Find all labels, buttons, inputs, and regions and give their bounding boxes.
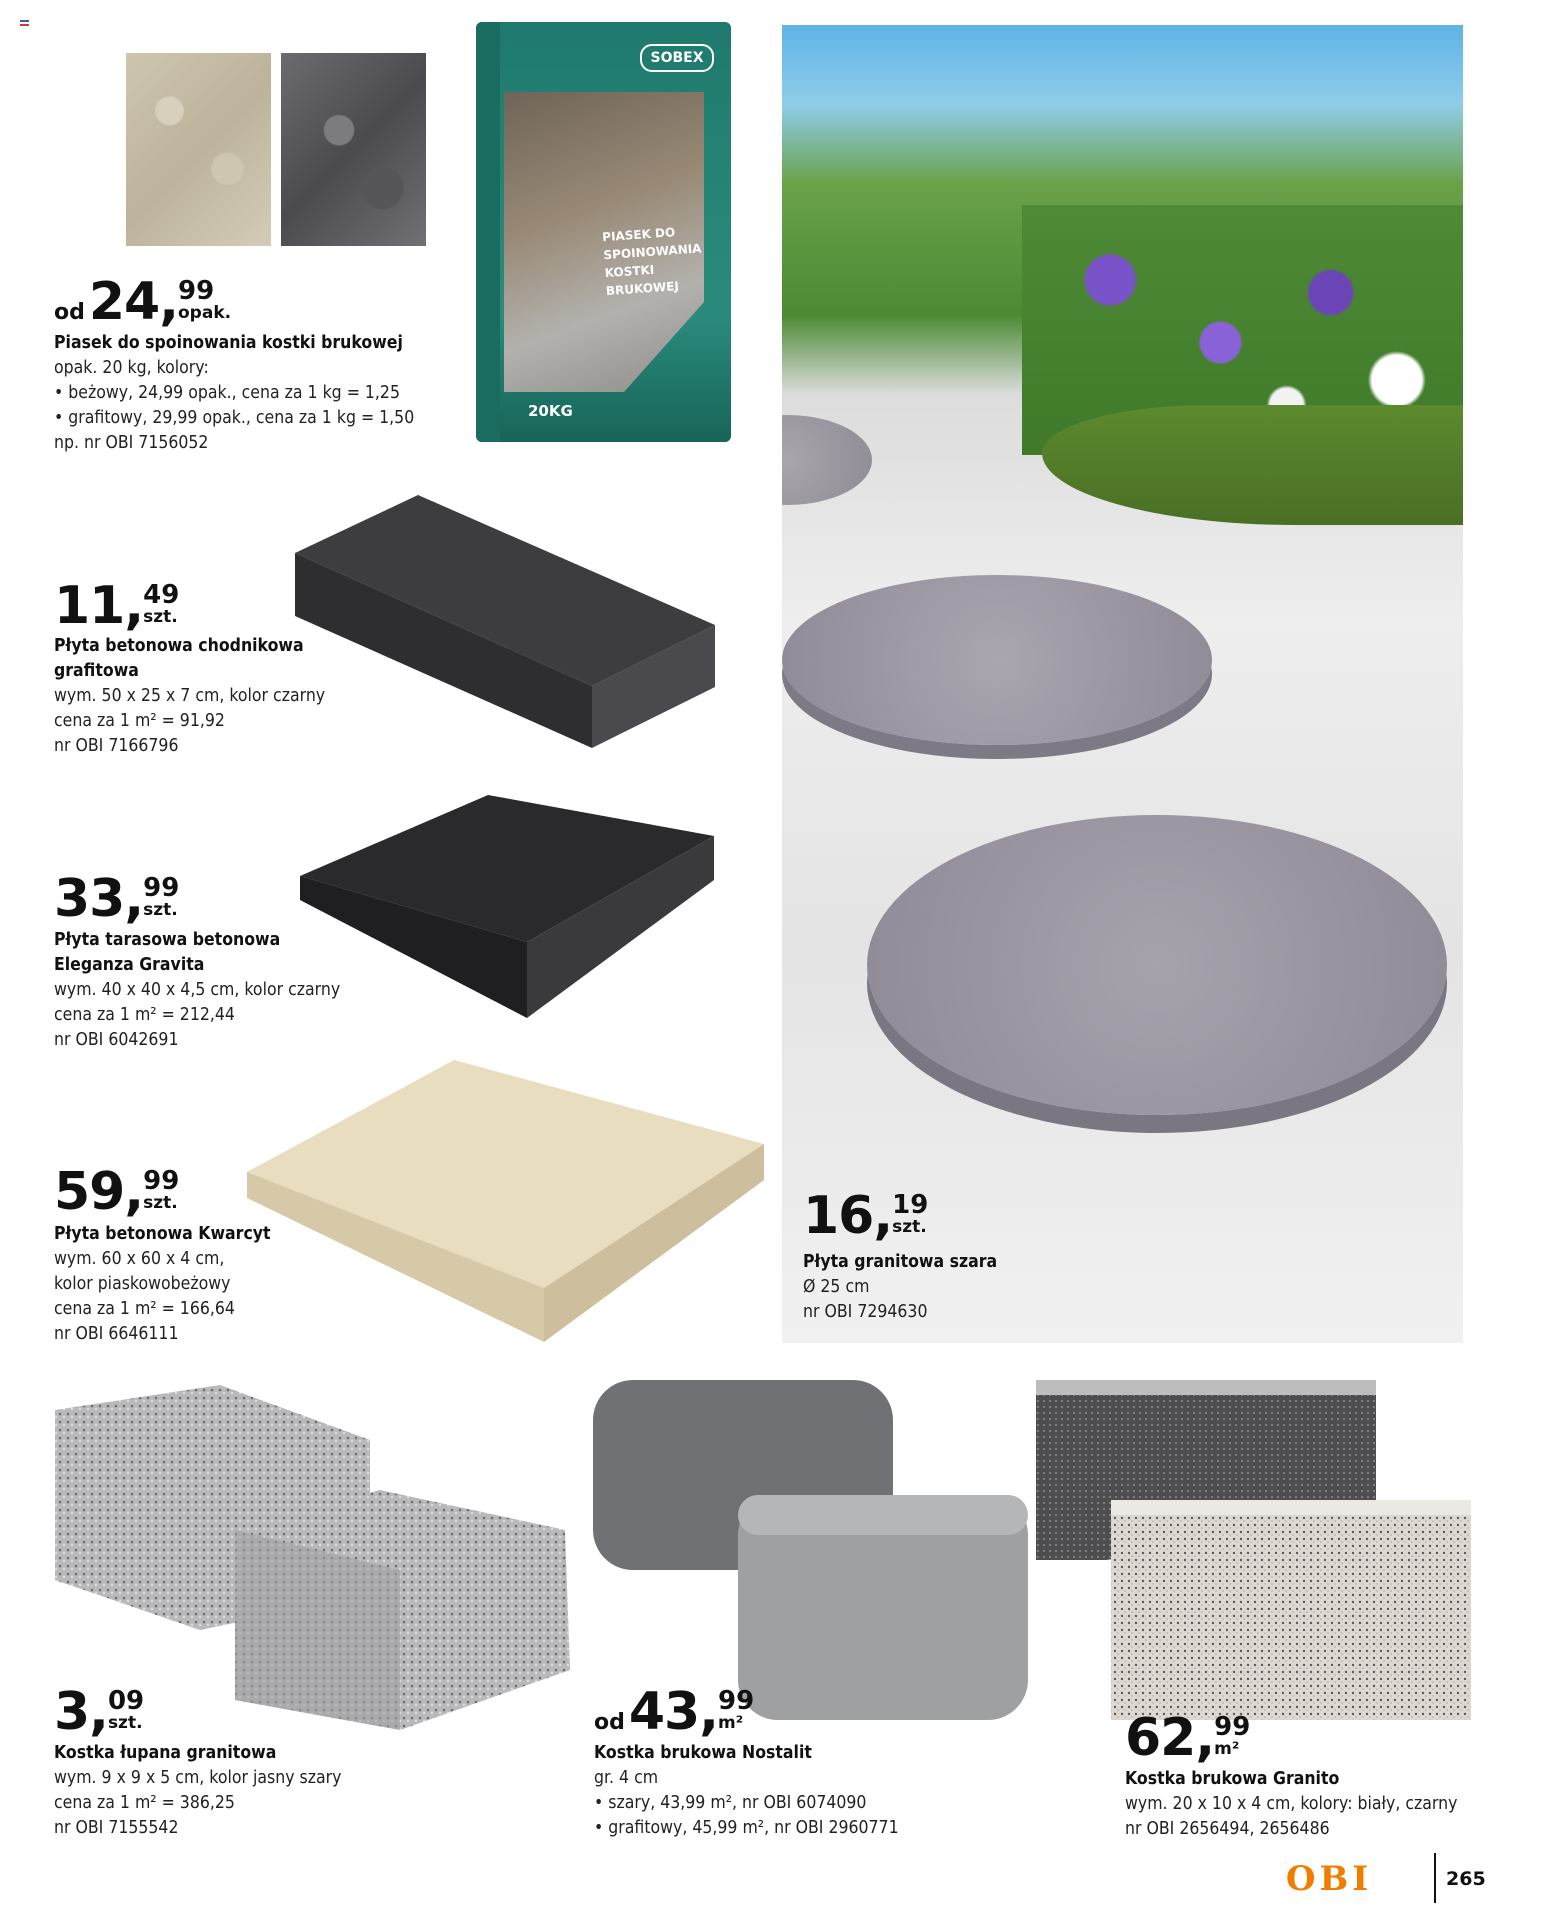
page-number: 265 bbox=[1446, 1868, 1486, 1890]
price-slab-graphite: 11, 49 szt. bbox=[54, 576, 180, 636]
price-cobble-granite: 3, 09 szt. bbox=[54, 1682, 145, 1742]
grass-strip bbox=[1042, 405, 1463, 525]
price-sand: od24, 99 opak. bbox=[54, 272, 232, 332]
desc-granite-round: Płyta granitowa szara Ø 25 cm nr OBI 7294630 bbox=[803, 1252, 998, 1322]
garden-photo bbox=[782, 25, 1463, 1343]
price-nostalit: od43, 99 m² bbox=[594, 1682, 755, 1742]
flag-icon bbox=[20, 20, 29, 27]
bag-title: PIASEK DO SPOINOWANIA KOSTKI BRUKOWEJ bbox=[601, 225, 702, 299]
sand-bag-image bbox=[476, 22, 731, 442]
bag-weight: 20KG bbox=[528, 402, 573, 420]
desc-sand: Piasek do spoinowania kostki brukowej opak. 20 kg, kolory: • beżowy, 24,99 opak., cena za 1 kg = 1,25 • grafitowy, 29,99 opak., cena za 1 kg = 1,50 np. nr OBI 7156052 bbox=[54, 331, 468, 456]
nostalit-image bbox=[588, 1375, 1038, 1735]
footer-divider bbox=[1434, 1853, 1436, 1903]
sand-graphite-image bbox=[281, 53, 426, 246]
bag-side-panel bbox=[476, 22, 500, 442]
desc-nostalit: Kostka brukowa Nostalit gr. 4 cm • szary, 43,99 m², nr OBI 6074090 • grafitowy, 45,99 m², nr OBI 2960771 bbox=[594, 1743, 899, 1838]
desc-slab-kwarcyt: Płyta betonowa Kwarcyt wym. 60 x 60 x 4 cm, kolor piaskowobeżowy cena za 1 m² = 166,64 nr OBI 6646111 bbox=[54, 1224, 271, 1344]
desc-cobble-granite: Kostka łupana granitowa wym. 9 x 9 x 5 cm, kolor jasny szary cena za 1 m² = 386,25 nr OBI 7155542 bbox=[54, 1743, 342, 1838]
price-granito: 62, 99 m² bbox=[1125, 1708, 1251, 1768]
desc-granito: Kostka brukowa Granito wym. 20 x 10 x 4 cm, kolory: biały, czarny nr OBI 2656494, 2656486 bbox=[1125, 1769, 1458, 1839]
stepping-stone-3 bbox=[867, 815, 1447, 1115]
price-slab-eleganza: 33, 99 szt. bbox=[54, 869, 180, 929]
sand-beige-image bbox=[126, 53, 271, 246]
price-slab-kwarcyt: 59, 99 szt. bbox=[54, 1162, 180, 1222]
price-granite-round: 16, 19 szt. bbox=[803, 1186, 929, 1246]
stepping-stone-1 bbox=[782, 415, 872, 505]
desc-slab-eleganza: Płyta tarasowa betonowa Eleganza Gravita wym. 40 x 40 x 4,5 cm, kolor czarny cena za 1 m² = 212,44 nr OBI 6042691 bbox=[54, 930, 341, 1050]
bag-brand-logo: SOBEX bbox=[640, 44, 714, 72]
obi-logo: OBI bbox=[1285, 1859, 1373, 1899]
granito-image bbox=[1036, 1375, 1476, 1735]
stepping-stone-2 bbox=[782, 575, 1212, 745]
product-name: Piasek do spoinowania kostki brukowej bbox=[54, 333, 403, 353]
desc-slab-graphite: Płyta betonowa chodnikowa grafitowa wym. 50 x 25 x 7 cm, kolor czarny cena za 1 m² = 91,92 nr OBI 7166796 bbox=[54, 636, 326, 756]
